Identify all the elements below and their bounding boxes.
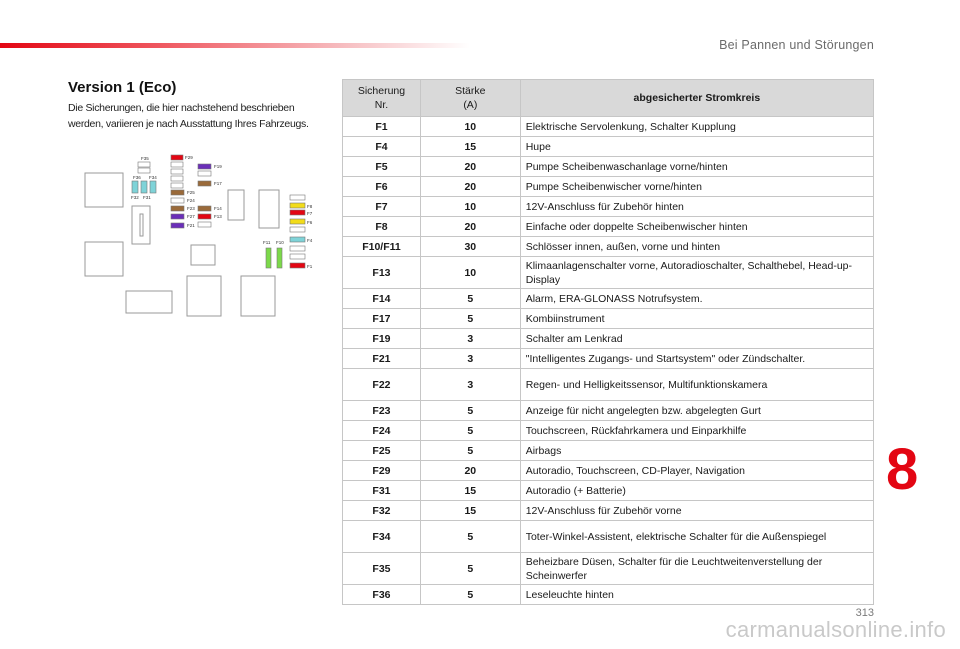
circuit-cell: Touchscreen, Rückfahrkamera und Einparkhilfe xyxy=(520,421,873,441)
fuse-cell: F4 xyxy=(343,137,421,157)
diagram-label: F10 xyxy=(276,240,284,245)
circuit-cell: Regen- und Helligkeitssensor, Multifunktionskamera xyxy=(520,369,873,401)
section-header: Bei Pannen und Störungen xyxy=(719,38,874,52)
fuse-cell: F25 xyxy=(343,441,421,461)
amperage-cell: 5 xyxy=(420,521,520,553)
amperage-cell: 3 xyxy=(420,369,520,401)
amperage-cell: 10 xyxy=(420,197,520,217)
fuse-cell: F23 xyxy=(343,401,421,421)
diagram-label: F25 xyxy=(187,190,195,195)
circuit-cell: Beheizbare Düsen, Schalter für die Leuchtweitenverstellung der Scheinwerfer xyxy=(520,553,873,585)
diagram-label: F31 xyxy=(143,195,151,200)
amperage-cell: 15 xyxy=(420,137,520,157)
header-fuse-line1: Sicherung xyxy=(357,85,406,97)
circuit-cell: Kombiinstrument xyxy=(520,309,873,329)
diagram-label: F35 xyxy=(141,156,149,161)
fuse-cell: F31 xyxy=(343,481,421,501)
circuit-cell: Autoradio (+ Batterie) xyxy=(520,481,873,501)
table-row xyxy=(343,521,874,553)
amperage-cell: 20 xyxy=(420,177,520,197)
table-row xyxy=(343,177,874,197)
fuse-table xyxy=(342,79,874,605)
table-row xyxy=(343,197,874,217)
circuit-cell: Pumpe Scheibenwaschanlage vorne/hinten xyxy=(520,157,873,177)
fuse-cell: F10/F11 xyxy=(343,237,421,257)
diagram-label: F32 xyxy=(131,195,139,200)
diagram-label: F19 xyxy=(214,164,222,169)
amperage-cell: 5 xyxy=(420,421,520,441)
table-row xyxy=(343,137,874,157)
circuit-cell: 12V-Anschluss für Zubehör vorne xyxy=(520,501,873,521)
diagram-label: F6 xyxy=(307,220,313,225)
diagram-label: F23 xyxy=(187,206,195,211)
table-header-row xyxy=(343,80,874,117)
circuit-cell: Schlösser innen, außen, vorne und hinten xyxy=(520,237,873,257)
diagram-label: F7 xyxy=(307,211,313,216)
table-row xyxy=(343,553,874,585)
amperage-cell: 3 xyxy=(420,349,520,369)
fuse-cell: F21 xyxy=(343,349,421,369)
diagram-label: F14 xyxy=(214,206,222,211)
diagram-label: F8 xyxy=(307,204,313,209)
circuit-cell: Anzeige für nicht angelegten bzw. abgelegten Gurt xyxy=(520,401,873,421)
header-amperage xyxy=(420,80,520,117)
amperage-cell: 5 xyxy=(420,289,520,309)
amperage-cell: 15 xyxy=(420,481,520,501)
fuse-cell: F22 xyxy=(343,369,421,401)
diagram-label: F34 xyxy=(149,175,157,180)
amperage-cell: 10 xyxy=(420,257,520,289)
fuse-cell: F7 xyxy=(343,197,421,217)
fuse-cell: F17 xyxy=(343,309,421,329)
circuit-cell: Hupe xyxy=(520,137,873,157)
table-row xyxy=(343,461,874,481)
fuse-cell: F32 xyxy=(343,501,421,521)
fuse-cell: F24 xyxy=(343,421,421,441)
amperage-cell: 5 xyxy=(420,585,520,605)
header-fuse xyxy=(343,80,421,117)
diagram-label: F1 xyxy=(307,264,313,269)
circuit-cell: 12V-Anschluss für Zubehör hinten xyxy=(520,197,873,217)
diagram-label: F27 xyxy=(187,214,195,219)
table-row xyxy=(343,257,874,289)
circuit-cell: Elektrische Servolenkung, Schalter Kupplung xyxy=(520,117,873,137)
table-row xyxy=(343,421,874,441)
header-fuse-line2: Nr. xyxy=(374,99,389,111)
fuse-cell: F14 xyxy=(343,289,421,309)
amperage-cell: 20 xyxy=(420,461,520,481)
fuse-cell: F29 xyxy=(343,461,421,481)
fuse-cell: F36 xyxy=(343,585,421,605)
circuit-cell: Klimaanlagenschalter vorne, Autoradioschalter, Schalthebel, Head-up-Display xyxy=(520,257,873,289)
diagram-label: F24 xyxy=(187,198,195,203)
amperage-cell: 30 xyxy=(420,237,520,257)
version-title: Version 1 (Eco) xyxy=(68,79,177,96)
fuse-box-diagram xyxy=(80,150,325,320)
amperage-cell: 3 xyxy=(420,329,520,349)
page-number: 313 xyxy=(855,607,874,619)
table-row xyxy=(343,309,874,329)
table-row xyxy=(343,349,874,369)
intro-text: Die Sicherungen, die hier nachstehend beschrieben werden, variieren je nach Ausstattung Ihres Fahrzeugs. xyxy=(68,102,309,130)
table-row xyxy=(343,217,874,237)
table-row xyxy=(343,501,874,521)
circuit-cell: Schalter am Lenkrad xyxy=(520,329,873,349)
amperage-cell: 15 xyxy=(420,501,520,521)
chapter-number: 8 xyxy=(886,437,919,502)
fuse-cell: F6 xyxy=(343,177,421,197)
table-row xyxy=(343,157,874,177)
table-row xyxy=(343,329,874,349)
fuse-cell: F13 xyxy=(343,257,421,289)
diagram-label: F36 xyxy=(133,175,141,180)
circuit-cell: Autoradio, Touchscreen, CD-Player, Navigation xyxy=(520,461,873,481)
fuse-cell: F34 xyxy=(343,521,421,553)
table-row xyxy=(343,369,874,401)
fuse-cell: F1 xyxy=(343,117,421,137)
fuse-cell: F35 xyxy=(343,553,421,585)
circuit-cell: Leseleuchte hinten xyxy=(520,585,873,605)
circuit-cell: Alarm, ERA-GLONASS Notrufsystem. xyxy=(520,289,873,309)
header-amp-line2: (A) xyxy=(463,99,478,111)
fuse-cell: F5 xyxy=(343,157,421,177)
circuit-cell: "Intelligentes Zugangs- und Startsystem" oder Zündschalter. xyxy=(520,349,873,369)
diagram-label: F21 xyxy=(187,223,195,228)
header-circuit: abgesicherter Stromkreis xyxy=(520,80,873,117)
circuit-cell: Airbags xyxy=(520,441,873,461)
circuit-cell: Toter-Winkel-Assistent, elektrische Schalter für die Außenspiegel xyxy=(520,521,873,553)
circuit-cell: Pumpe Scheibenwischer vorne/hinten xyxy=(520,177,873,197)
table-row xyxy=(343,401,874,421)
table-row xyxy=(343,237,874,257)
table-row xyxy=(343,441,874,461)
diagram-label: F17 xyxy=(214,181,222,186)
amperage-cell: 5 xyxy=(420,441,520,461)
amperage-cell: 5 xyxy=(420,401,520,421)
fuse-cell: F8 xyxy=(343,217,421,237)
fuse-cell: F19 xyxy=(343,329,421,349)
table-row xyxy=(343,481,874,501)
diagram-label: F29 xyxy=(185,155,193,160)
header-amp-line1: Stärke xyxy=(455,85,486,97)
diagram-label: F4 xyxy=(307,238,313,243)
table-row xyxy=(343,117,874,137)
table-row xyxy=(343,289,874,309)
diagram-label: F11 xyxy=(263,240,271,245)
amperage-cell: 20 xyxy=(420,157,520,177)
watermark: carmanualsonline.info xyxy=(725,617,946,642)
diagram-label: F13 xyxy=(214,214,222,219)
amperage-cell: 5 xyxy=(420,553,520,585)
amperage-cell: 20 xyxy=(420,217,520,237)
circuit-cell: Einfache oder doppelte Scheibenwischer hinten xyxy=(520,217,873,237)
table-row xyxy=(343,585,874,605)
amperage-cell: 5 xyxy=(420,309,520,329)
top-accent-bar xyxy=(0,43,470,48)
amperage-cell: 10 xyxy=(420,117,520,137)
